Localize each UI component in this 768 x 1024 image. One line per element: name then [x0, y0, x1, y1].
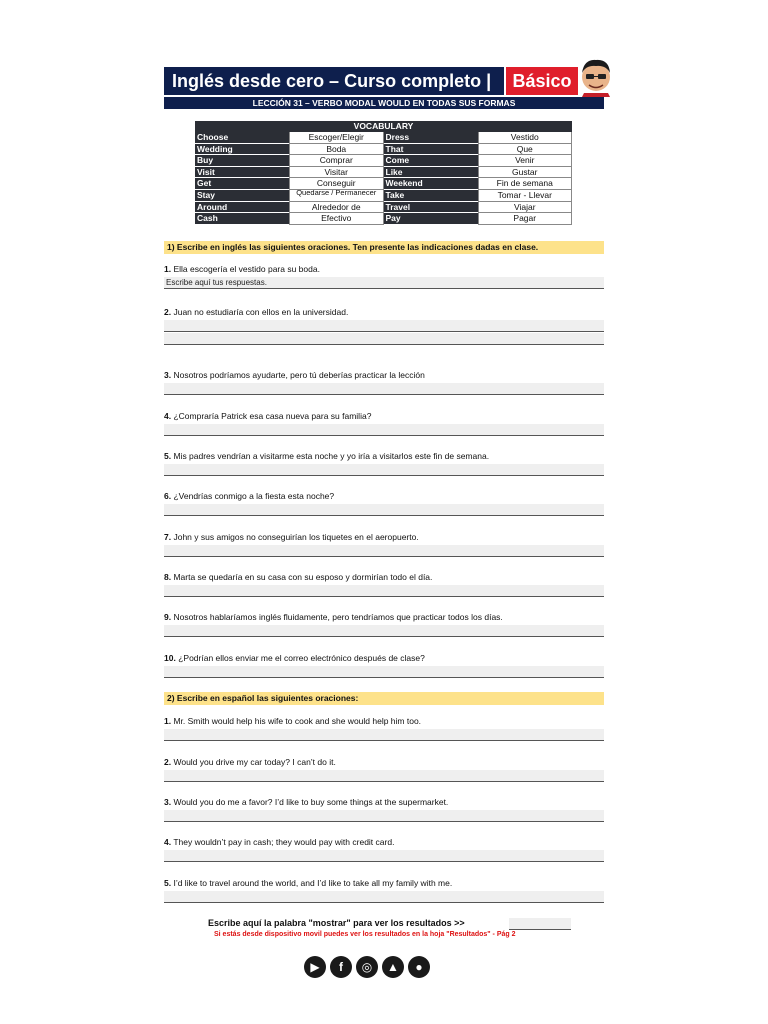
question-number: 7.: [164, 532, 172, 542]
question-number: 5.: [164, 878, 172, 888]
vocabulary-row: [195, 144, 572, 156]
question: [164, 612, 503, 622]
vocabulary-row: [195, 132, 572, 144]
vocabulary-english: Buy: [195, 155, 289, 167]
question-text: Mr. Smith would help his wife to cook and she would help him too.: [173, 716, 422, 726]
mobile-note: Si estás desde dispositivo movil puedes ver los resultados en la hoja "Resultados" - Pág 2: [214, 931, 516, 938]
question-number: 4.: [164, 837, 172, 847]
question-text: Nosotros hablaríamos inglés fluidamente, pero tendríamos que practicar todos los días.: [173, 612, 503, 622]
question-text: Would you drive my car today? I can’t do it.: [173, 757, 336, 767]
question-text: Mis padres vendrían a visitarme esta noche y yo iría a visitarlos este fin de semana.: [173, 451, 490, 461]
question: [164, 491, 334, 501]
youtube-icon[interactable]: ▶: [304, 956, 326, 978]
vocabulary-row: [195, 202, 572, 214]
vocabulary-spanish: Escoger/Elegir: [289, 132, 384, 144]
vocabulary-english: Stay: [195, 190, 289, 202]
answer-field[interactable]: [164, 333, 604, 345]
question-text: Nosotros podríamos ayudarte, pero tú deberías practicar la lección: [173, 370, 425, 380]
instagram-icon[interactable]: ◎: [356, 956, 378, 978]
vocabulary-spanish: Que: [478, 144, 573, 156]
question-number: 6.: [164, 491, 172, 501]
vocabulary-spanish: Conseguir: [289, 178, 384, 190]
question-number: 1.: [164, 716, 172, 726]
answer-field[interactable]: [164, 666, 604, 678]
answer-field[interactable]: Escribe aquí tus respuestas.: [164, 277, 604, 289]
question: [164, 878, 452, 888]
question: [164, 716, 421, 726]
answer-field[interactable]: [164, 770, 604, 782]
vocabulary-table: [195, 132, 572, 225]
vocabulary-spanish: Tomar - Llevar: [478, 190, 573, 202]
vocabulary-english: Cash: [195, 213, 289, 225]
answer-field[interactable]: [164, 424, 604, 436]
question: [164, 411, 371, 421]
question: [164, 757, 336, 767]
question-number: 5.: [164, 451, 172, 461]
question-number: 4.: [164, 411, 172, 421]
question: [164, 797, 448, 807]
header-banner: [164, 67, 604, 95]
level-badge: Básico: [506, 67, 578, 95]
question-text: Juan no estudiaría con ellos en la universidad.: [173, 307, 349, 317]
answer-field[interactable]: [164, 504, 604, 516]
question: [164, 370, 425, 380]
question-text: ¿Compraría Patrick esa casa nueva para su familia?: [173, 411, 372, 421]
question-text: I’d like to travel around the world, and I’d like to take all my family with me.: [173, 878, 453, 888]
answer-field[interactable]: [164, 625, 604, 637]
question-number: 10.: [164, 653, 176, 663]
question: [164, 532, 419, 542]
question-number: 2.: [164, 307, 172, 317]
question-number: 2.: [164, 757, 172, 767]
vocabulary-english: Get: [195, 178, 289, 190]
question-text: ¿Vendrías conmigo a la fiesta esta noche?: [173, 491, 335, 501]
answer-field[interactable]: [164, 545, 604, 557]
section2-heading: 2) Escribe en español las siguientes oraciones:: [164, 692, 604, 705]
question-number: 3.: [164, 797, 172, 807]
vocabulary-spanish: Boda: [289, 144, 384, 156]
results-input[interactable]: [509, 918, 571, 930]
question-number: 8.: [164, 572, 172, 582]
answer-field[interactable]: [164, 585, 604, 597]
question-text: Marta se quedaría en su casa con su esposo y dormirían todo el día.: [173, 572, 433, 582]
vocabulary-spanish: Alrededor de: [289, 202, 384, 214]
answer-field[interactable]: [164, 891, 604, 903]
section1-heading: 1) Escribe en inglés las siguientes oraciones. Ten presente las indicaciones dadas en clase.: [164, 241, 604, 254]
lesson-subtitle: LECCIÓN 31 – VERBO MODAL WOULD EN TODAS SUS FORMAS: [164, 97, 604, 109]
question-text: Ella escogería el vestido para su boda.: [173, 264, 320, 274]
vocabulary-spanish: Pagar: [478, 213, 573, 225]
answer-field[interactable]: [164, 729, 604, 741]
vocabulary-spanish: Comprar: [289, 155, 384, 167]
results-prompt: Escribe aquí la palabra "mostrar" para ver los resultados >>: [208, 918, 465, 928]
vocabulary-english: Wedding: [195, 144, 289, 156]
answer-field[interactable]: [164, 850, 604, 862]
question: [164, 572, 432, 582]
question: [164, 307, 348, 317]
vocabulary-spanish: Quedarse / Permanecer: [289, 190, 384, 202]
answer-field[interactable]: [164, 464, 604, 476]
vocabulary-english: Weekend: [384, 178, 478, 190]
vocabulary-row: [195, 155, 572, 167]
question: [164, 837, 394, 847]
vocabulary-english: Around: [195, 202, 289, 214]
vocabulary-english: Like: [384, 167, 478, 179]
question-text: ¿Podrían ellos enviar me el correo electrónico después de clase?: [178, 653, 425, 663]
vocabulary-spanish: Fin de semana: [478, 178, 573, 190]
vocabulary-english: Travel: [384, 202, 478, 214]
vocabulary-row: [195, 190, 572, 202]
teacher-avatar-icon: [576, 55, 616, 97]
question-number: 3.: [164, 370, 172, 380]
question: [164, 264, 320, 274]
question-text: Would you do me a favor? I’d like to buy some things at the supermarket.: [173, 797, 449, 807]
vocabulary-spanish: Efectivo: [289, 213, 384, 225]
question-number: 9.: [164, 612, 172, 622]
vocabulary-spanish: Visitar: [289, 167, 384, 179]
vocabulary-english: Visit: [195, 167, 289, 179]
vocabulary-spanish: Vestido: [478, 132, 573, 144]
apple-icon[interactable]: ●: [408, 956, 430, 978]
vocabulary-heading: VOCABULARY: [195, 121, 572, 132]
question: [164, 451, 489, 461]
vocabulary-english: Choose: [195, 132, 289, 144]
vocabulary-english: Take: [384, 190, 478, 202]
vocabulary-row: [195, 213, 572, 225]
question-text: John y sus amigos no conseguirían los tiquetes en el aeropuerto.: [173, 532, 419, 542]
answer-field[interactable]: [164, 383, 604, 395]
question-number: 1.: [164, 264, 172, 274]
course-title: Inglés desde cero – Curso completo |: [164, 67, 504, 95]
social-icons: [304, 956, 430, 978]
vocabulary-spanish: Gustar: [478, 167, 573, 179]
vocabulary-english: Pay: [384, 213, 478, 225]
vocabulary-row: [195, 167, 572, 179]
vocabulary-english: That: [384, 144, 478, 156]
vocabulary-spanish: Venir: [478, 155, 573, 167]
question-text: They wouldn’t pay in cash; they would pay with credit card.: [173, 837, 395, 847]
answer-field[interactable]: [164, 810, 604, 822]
vocabulary-spanish: Viajar: [478, 202, 573, 214]
question: [164, 653, 425, 663]
facebook-icon[interactable]: f: [330, 956, 352, 978]
android-icon[interactable]: ▲: [382, 956, 404, 978]
vocabulary-english: Come: [384, 155, 478, 167]
vocabulary-row: [195, 178, 572, 190]
vocabulary-english: Dress: [384, 132, 478, 144]
answer-field[interactable]: [164, 320, 604, 332]
